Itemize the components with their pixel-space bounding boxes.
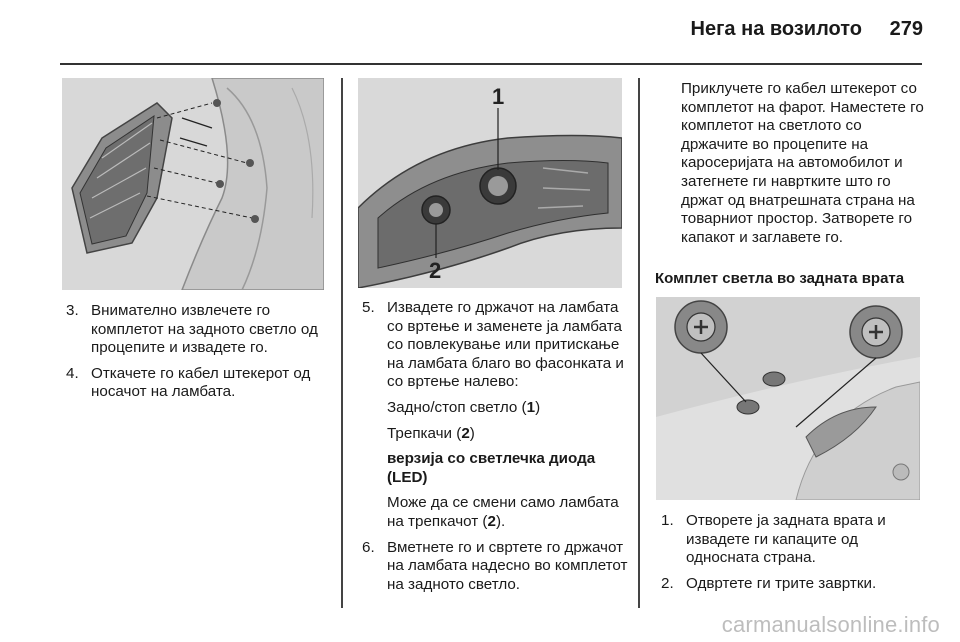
step-number: 6.	[362, 538, 375, 556]
column-divider-1	[341, 78, 343, 608]
led-ref: 2	[487, 512, 496, 530]
figure-label-2: 2	[429, 258, 442, 283]
figure-label-1: 1	[492, 84, 505, 109]
step-number: 5.	[362, 299, 375, 316]
led-version-text	[387, 494, 632, 531]
section-heading: Комплет светла во задната врата	[655, 270, 905, 287]
step-3	[66, 302, 331, 358]
close-paren: )	[535, 398, 541, 416]
column-3-steps	[661, 512, 923, 600]
tail-light-label: Задно/стоп светло (	[387, 398, 527, 416]
column-3-intro: Приклучете го кабел штекерот со комплетот на фарот. Наместете го комплетот на светлото со држачите во процепите на каросеријата на автомобилот и затегнете ги навртките што го држат од внатрешната страна на товарниот простор. Затворете го капакот и заглавете го.	[681, 80, 924, 246]
step-number: 4.	[66, 364, 79, 382]
step-text: Одвртете ги трите завртки.	[686, 574, 877, 592]
tail-light-ref: 1	[526, 398, 536, 416]
indicator-label: Трепкачи (	[387, 424, 462, 442]
step-text: Внимателно извлечете го комплетот на задното светло од процепите и извадете го.	[91, 302, 318, 357]
led-version-heading: верзија со светлечка диода (LED)	[387, 450, 596, 486]
step-5	[362, 299, 632, 392]
step-4	[66, 365, 331, 402]
rear-light-removal-illustration	[62, 78, 324, 290]
step-number: 1.	[661, 512, 674, 529]
column-2-text	[362, 299, 632, 601]
step-text: Вметнете го и свртете го држачот на ламбата надесно во комплетот на задното светло.	[387, 538, 628, 593]
indicator-ref: 2	[461, 424, 470, 442]
led-text: Може да се смени само ламбата на трепкачот (	[387, 494, 619, 530]
column-divider-2	[638, 78, 640, 608]
step-6	[362, 539, 632, 595]
step-1	[661, 512, 923, 568]
step-text: Извадете го држачот на ламбата со вртење и заменете ја ламбата со повлекување или притискање на ламбата благо во фасонката и со вртење налево:	[387, 299, 624, 391]
bulb-holder-illustration	[358, 78, 622, 288]
page-header-title: Нега на возилото	[690, 18, 862, 40]
step-text: Отворете ја задната врата и извадете ги капаците од односната страна.	[686, 512, 886, 567]
page-number: 279	[889, 18, 923, 40]
step-number: 2.	[661, 574, 674, 592]
header-divider	[60, 63, 922, 65]
step-number: 3.	[66, 302, 79, 319]
step-text: Откачете го кабел штекерот од носачот на ламбата.	[91, 364, 311, 401]
led-text-end: ).	[495, 512, 506, 530]
step-2	[661, 575, 923, 594]
column-1-text	[66, 302, 331, 409]
tailgate-screws-illustration	[656, 297, 920, 500]
tail-light-line	[387, 399, 632, 418]
watermark: carmanualsonline.info	[721, 612, 940, 637]
indicator-line	[387, 425, 632, 444]
close-paren: )	[469, 424, 475, 442]
